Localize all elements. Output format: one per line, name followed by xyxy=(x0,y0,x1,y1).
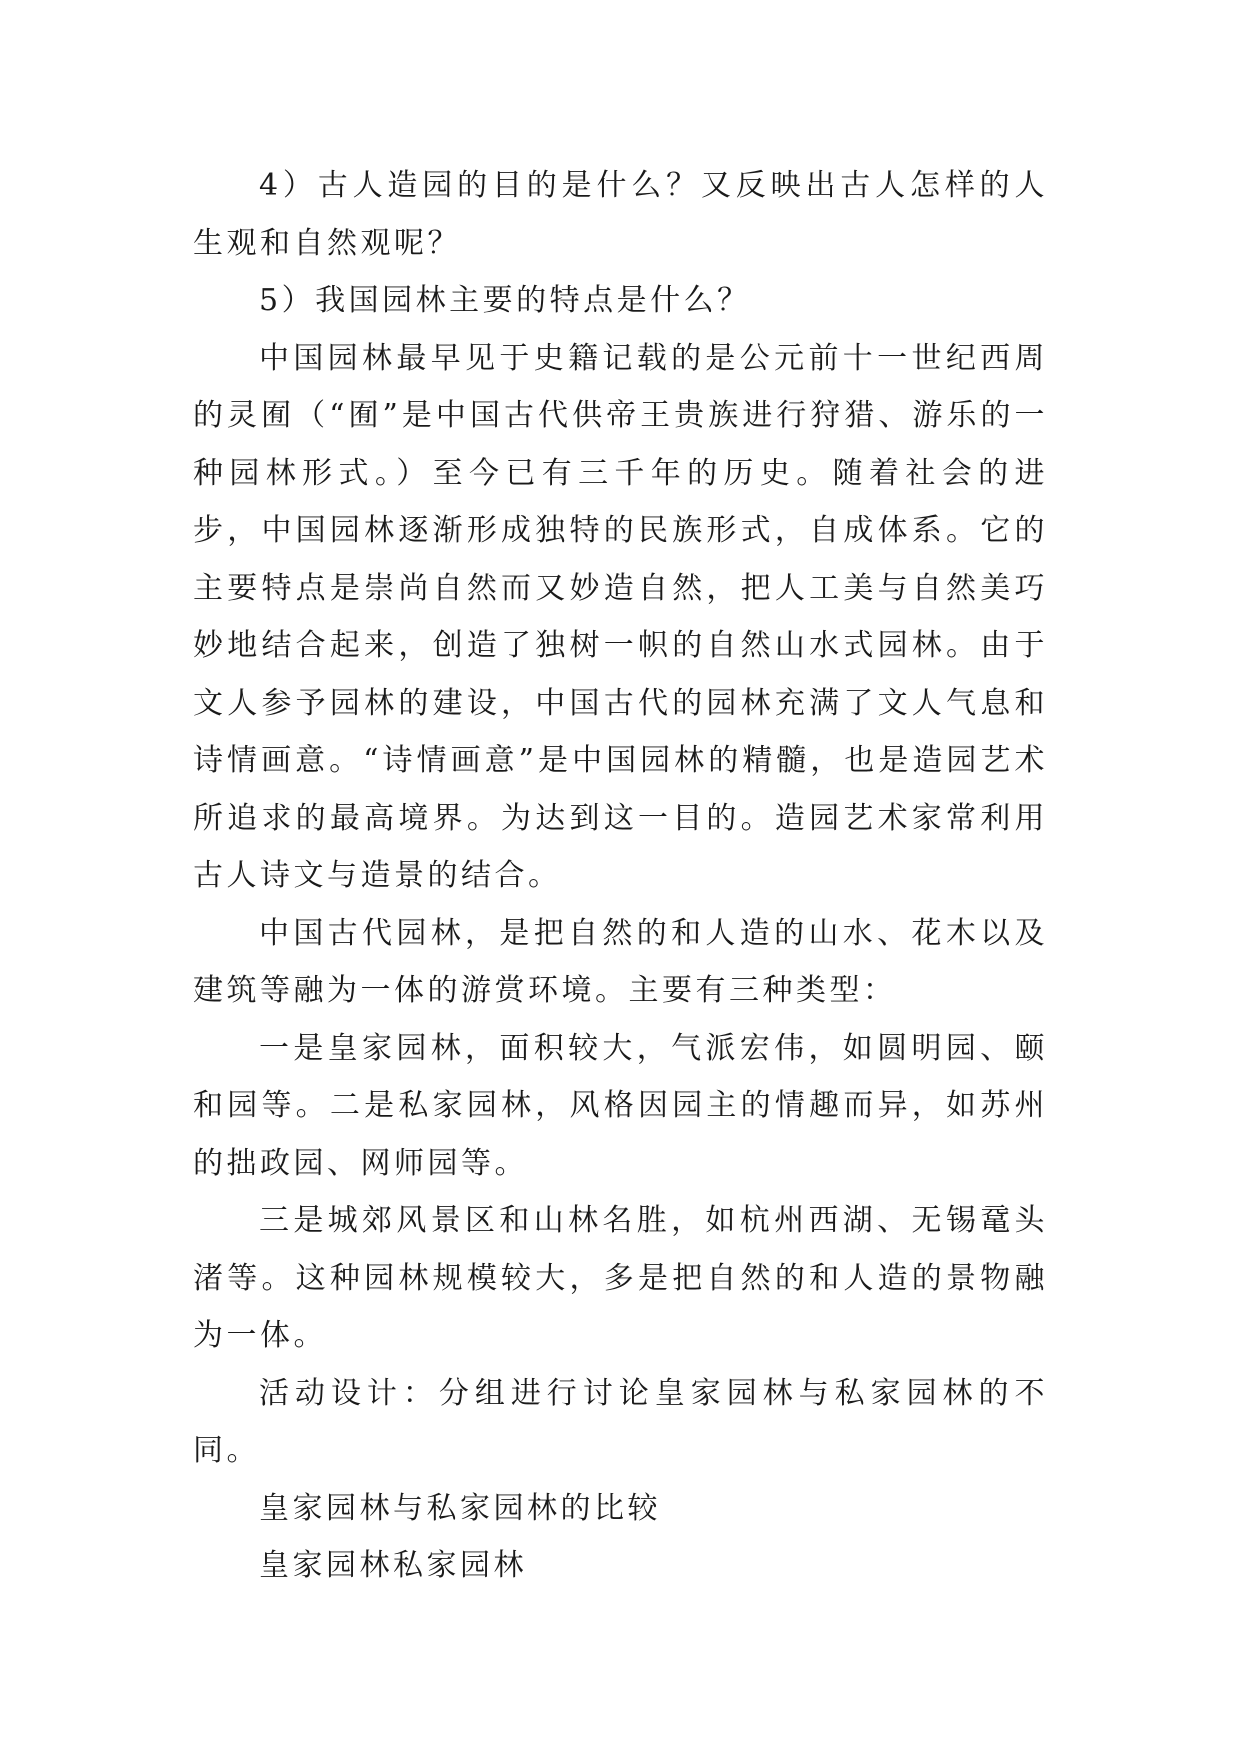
paragraph-question-4: 4）古人造园的目的是什么？又反映出古人怎样的人生观和自然观呢？ xyxy=(193,168,1048,261)
paragraph-garden-types-intro: 中国古代园林，是把自然的和人造的山水、花木以及建筑等融为一体的游赏环境。主要有三种类型： xyxy=(193,915,1048,1008)
paragraph-activity-design: 活动设计：分组进行讨论皇家园林与私家园林的不同。 xyxy=(193,1375,1048,1468)
paragraph-scenic-areas: 三是城郊风景区和山林名胜，如杭州西湖、无锡鼋头渚等。这种园林规模较大，多是把自然的和人造的景物融为一体。 xyxy=(193,1203,1048,1353)
paragraph-comparison-title: 皇家园林与私家园林的比较 xyxy=(259,1490,661,1526)
document-body xyxy=(193,157,1048,1595)
paragraph-royal-private-gardens: 一是皇家园林，面积较大，气派宏伟，如圆明园、颐和园等。二是私家园林，风格因园主的情趣而异，如苏州的拙政园、网师园等。 xyxy=(193,1030,1048,1181)
paragraph-question-5: 5）我国园林主要的特点是什么？ xyxy=(259,283,751,318)
paragraph-garden-history: 中国园林最早见于史籍记载的是公元前十一世纪西周的灵囿（“囿”是中国古代供帝王贵族进行狩猎、游乐的一种园林形式。）至今已有三千年的历史。随着社会的进步，中国园林逐渐形成独特的民族形式，自成体系。它的主要特点是崇尚自然而又妙造自然，把人工美与自然美巧妙地结合起来，创造了独树一帜的自然山水式园林。由于文人参予园林的建设，中国古代的园林充满了文人气息和诗情画意。“诗情画意”是中国园林的精髓，也是造园艺术所追求的最高境界。为达到这一目的。造园艺术家常利用古人诗文与造景的结合。 xyxy=(193,340,1048,893)
paragraph-comparison-headers: 皇家园林私家园林 xyxy=(259,1548,527,1583)
